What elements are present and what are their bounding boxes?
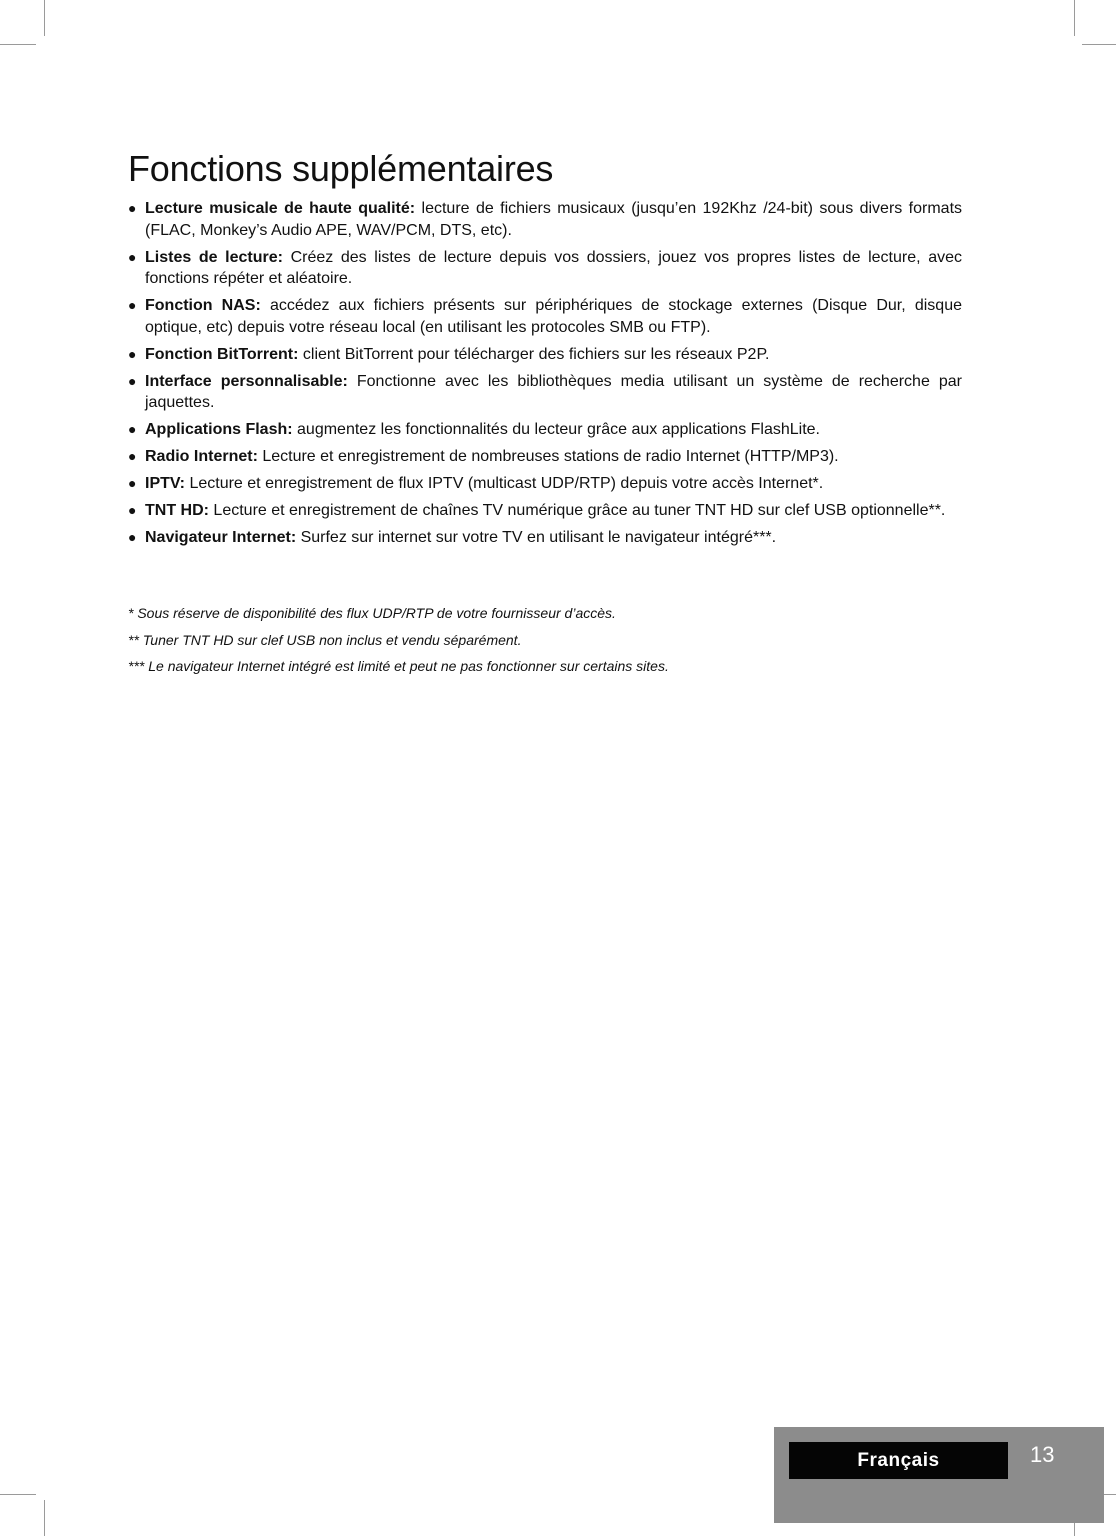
feature-description: accédez aux fichiers présents sur périphériques de stockage externes (Disque Dur, disque optique, etc) depuis votre réseau local (en utilisant les protocoles SMB ou FTP). bbox=[145, 297, 962, 336]
feature-item bbox=[128, 344, 962, 366]
feature-term: Radio Internet: bbox=[145, 448, 258, 465]
page-title: Fonctions supplémentaires bbox=[128, 148, 554, 189]
feature-term: Interface personnalisable: bbox=[145, 372, 348, 390]
feature-description: Créez des listes de lecture depuis vos dossiers, jouez vos propres listes de lecture, avec fonctions répéter et aléatoire. bbox=[145, 248, 962, 287]
bullet-icon: ● bbox=[128, 421, 137, 437]
feature-item bbox=[128, 371, 962, 414]
feature-item bbox=[128, 500, 962, 522]
bullet-icon: ● bbox=[128, 502, 137, 518]
feature-description: Lecture et enregistrement de flux IPTV (multicast UDP/RTP) depuis votre accès Internet*. bbox=[185, 475, 824, 492]
feature-item bbox=[128, 446, 962, 468]
footnotes bbox=[128, 604, 928, 684]
feature-term: Lecture musicale de haute qualité: bbox=[145, 200, 416, 217]
feature-description: client BitTorrent pour télécharger des fichiers sur les réseaux P2P. bbox=[298, 345, 770, 363]
page-footer bbox=[774, 1427, 1104, 1523]
bullet-icon: ● bbox=[128, 529, 137, 545]
bullet-icon: ● bbox=[128, 297, 137, 313]
feature-term: Listes de lecture: bbox=[145, 248, 283, 266]
footnote: * Sous réserve de disponibilité des flux UDP/RTP de votre fournisseur d’accès. bbox=[128, 605, 616, 621]
page-number: 13 bbox=[1030, 1442, 1055, 1467]
feature-description: Lecture et enregistrement de nombreuses stations de radio Internet (HTTP/MP3). bbox=[257, 448, 839, 465]
feature-item bbox=[128, 419, 962, 441]
feature-description: Lecture et enregistrement de chaînes TV numérique grâce au tuner TNT HD sur clef USB optionnelle**. bbox=[208, 502, 946, 519]
feature-term: TNT HD: bbox=[145, 502, 209, 519]
feature-description: Surfez sur internet sur votre TV en utilisant le navigateur intégré***. bbox=[296, 529, 777, 546]
bullet-icon: ● bbox=[128, 248, 137, 265]
crop-mark bbox=[44, 1500, 45, 1536]
bullet-icon: ● bbox=[128, 448, 137, 464]
feature-list bbox=[128, 198, 962, 554]
bullet-icon: ● bbox=[128, 475, 137, 491]
feature-term: IPTV: bbox=[145, 475, 186, 492]
feature-item bbox=[128, 198, 962, 241]
feature-term: Applications Flash: bbox=[145, 421, 293, 438]
footnote: *** Le navigateur Internet intégré est limité et peut ne pas fonctionner sur certains sites. bbox=[128, 658, 669, 674]
feature-description: Fonctionne avec les bibliothèques media utilisant un système de recherche par jaquettes. bbox=[145, 372, 962, 411]
feature-term: Fonction BitTorrent: bbox=[145, 345, 299, 363]
footnote: ** Tuner TNT HD sur clef USB non inclus et vendu séparément. bbox=[128, 631, 522, 648]
bullet-icon: ● bbox=[128, 200, 137, 216]
bullet-icon: ● bbox=[128, 345, 137, 362]
feature-item bbox=[128, 295, 962, 338]
crop-mark bbox=[1082, 44, 1116, 45]
crop-mark bbox=[0, 1494, 36, 1495]
feature-term: Fonction NAS: bbox=[145, 297, 261, 314]
feature-item bbox=[128, 473, 962, 495]
bullet-icon: ● bbox=[128, 372, 137, 389]
feature-item bbox=[128, 247, 962, 290]
language-label: Français bbox=[789, 1442, 1008, 1479]
crop-mark bbox=[1074, 0, 1075, 36]
feature-term: Navigateur Internet: bbox=[145, 529, 297, 546]
feature-item bbox=[128, 527, 962, 549]
feature-description: augmentez les fonctionnalités du lecteur grâce aux applications FlashLite. bbox=[292, 421, 820, 438]
crop-mark bbox=[0, 44, 36, 45]
crop-mark bbox=[44, 0, 45, 36]
feature-description: lecture de fichiers musicaux (jusqu’en 192Khz /24-bit) sous divers formats (FLAC, Monkey’s Audio APE, WAV/PCM, DTS, etc). bbox=[145, 200, 963, 239]
